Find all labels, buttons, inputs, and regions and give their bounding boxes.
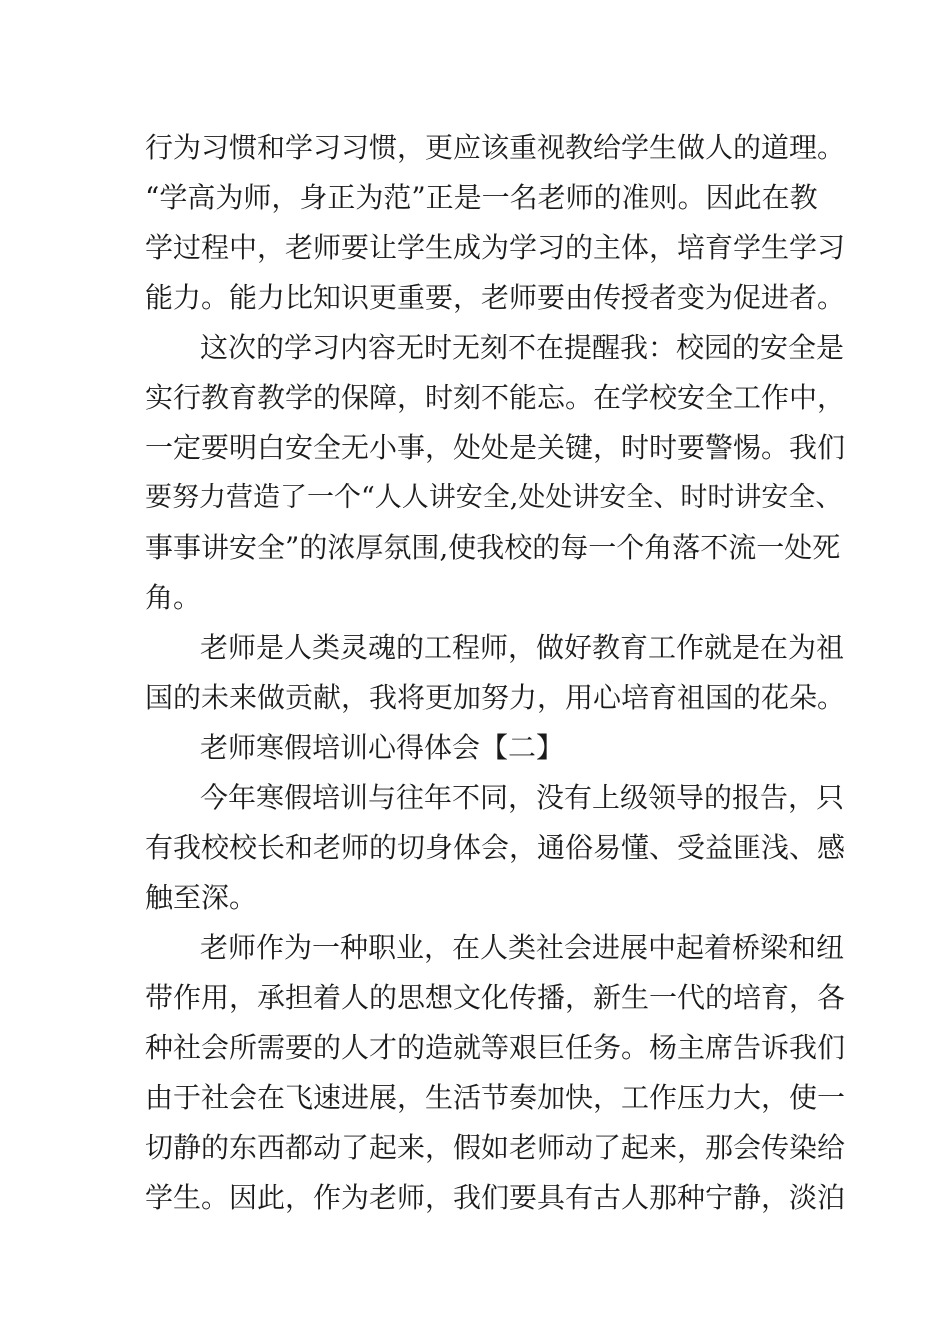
text-line: 今年寒假培训与往年不同，没有上级领导的报告，只 — [200, 781, 845, 814]
text-line: 触至深。 — [145, 881, 258, 914]
section-heading: 老师寒假培训心得体会【二】 — [200, 731, 565, 764]
text-line: 学生。因此，作为老师，我们要具有古人那种宁静，淡泊 — [145, 1181, 846, 1214]
text-line: 这次的学习内容无时无刻不在提醒我：校园的安全是 — [200, 331, 845, 364]
text-line: 由于社会在飞速进展，生活节奏加快，工作压力大，使一 — [145, 1081, 846, 1114]
text-line: 要努力营造了一个“人人讲安全,处处讲安全、时时讲安全、 — [145, 482, 843, 513]
text-line: “学高为师，身正为范”正是一名老师的准则。因此在教 — [145, 181, 818, 214]
text-line: 事事讲安全”的浓厚氛围,使我校的每一个角落不流一处死 — [145, 531, 841, 564]
text-line: 国的未来做贡献，我将更加努力，用心培育祖国的花朵。 — [145, 681, 846, 714]
text-line: 实行教育教学的保障，时刻不能忘。在学校安全工作中， — [145, 381, 846, 414]
text-line: 老师作为一种职业，在人类社会进展中起着桥梁和纽 — [200, 931, 845, 964]
text-line: 种社会所需要的人才的造就等艰巨任务。杨主席告诉我们 — [145, 1031, 846, 1064]
text-line: 老师是人类灵魂的工程师，做好教育工作就是在为祖 — [200, 631, 845, 664]
text-line: 有我校校长和老师的切身体会，通俗易懂、受益匪浅、感 — [145, 831, 846, 864]
text-line: 学过程中，老师要让学生成为学习的主体，培育学生学习 — [145, 231, 846, 264]
text-line: 角。 — [145, 581, 202, 614]
text-line: 行为习惯和学习习惯，更应该重视教给学生做人的道理。 — [145, 131, 846, 164]
text-line: 带作用，承担着人的思想文化传播，新生一代的培育，各 — [145, 981, 846, 1014]
text-line: 能力。能力比知识更重要，老师要由传授者变为促进者。 — [145, 281, 846, 314]
text-line: 一定要明白安全无小事，处处是关键，时时要警惕。我们 — [145, 431, 846, 464]
text-line: 切静的东西都动了起来，假如老师动了起来，那会传染给 — [145, 1131, 846, 1164]
